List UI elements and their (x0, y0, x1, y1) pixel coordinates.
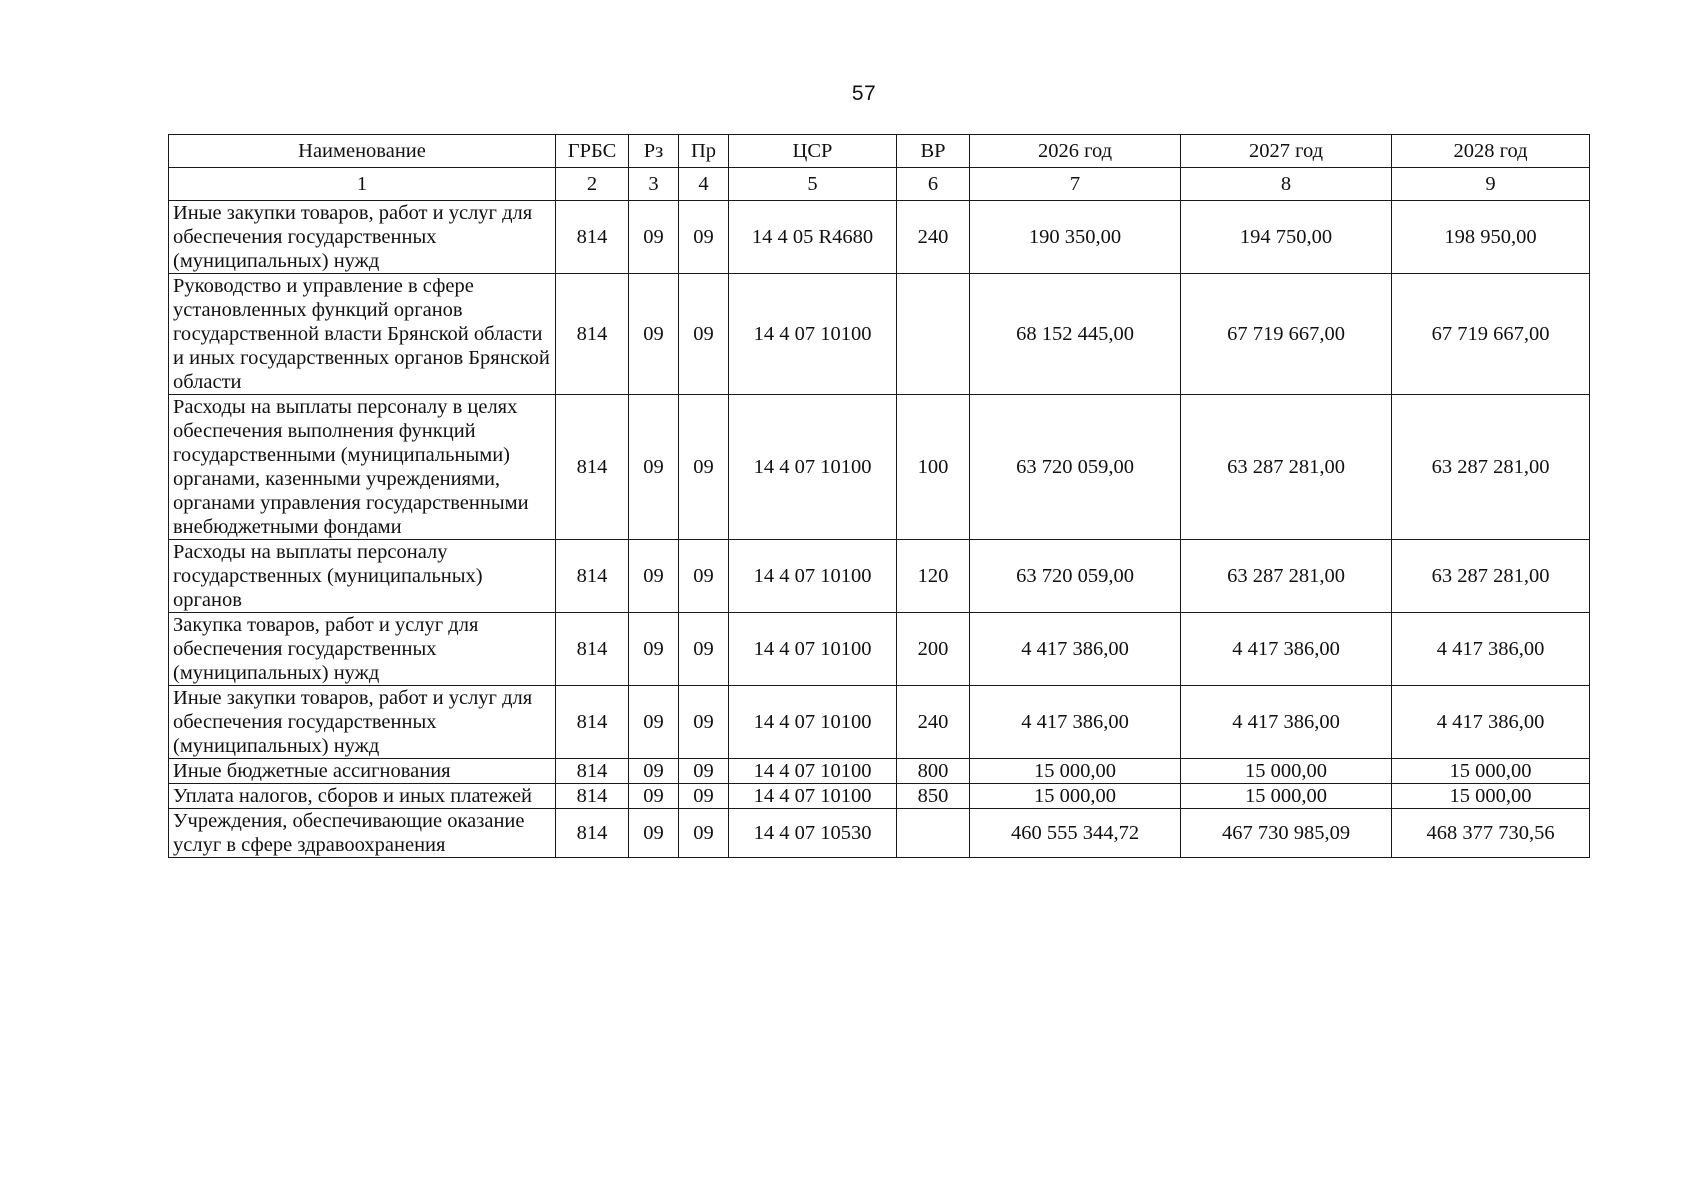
csr-cell: 14 4 07 10530 (729, 809, 897, 858)
table-row (169, 809, 1590, 858)
amount-2026: 15 000,00 (970, 759, 1181, 784)
grbs-cell: 814 (556, 395, 629, 540)
amount-2028: 63 287 281,00 (1392, 395, 1590, 540)
column-header: ВР (897, 135, 970, 168)
column-number: 1 (169, 168, 556, 201)
amount-2027: 63 287 281,00 (1181, 540, 1392, 613)
column-header: Рз (629, 135, 679, 168)
pr-cell: 09 (679, 201, 729, 274)
table-row (169, 274, 1590, 395)
rz-cell: 09 (629, 686, 679, 759)
vr-cell (897, 274, 970, 395)
row-name: Руководство и управление в сфере установленных функций органов государственной власти Брянской области и иных государственных органов Брянской области (169, 274, 556, 395)
page-number: 57 (851, 82, 877, 105)
amount-2027: 4 417 386,00 (1181, 686, 1392, 759)
pr-cell: 09 (679, 784, 729, 809)
vr-cell: 240 (897, 686, 970, 759)
column-header: ЦСР (729, 135, 897, 168)
column-header: ГРБС (556, 135, 629, 168)
table-body (169, 201, 1590, 858)
amount-2026: 4 417 386,00 (970, 613, 1181, 686)
amount-2026: 460 555 344,72 (970, 809, 1181, 858)
row-name: Иные закупки товаров, работ и услуг для обеспечения государственных (муниципальных) нужд (169, 201, 556, 274)
amount-2026: 68 152 445,00 (970, 274, 1181, 395)
amount-2028: 468 377 730,56 (1392, 809, 1590, 858)
column-header: 2027 год (1181, 135, 1392, 168)
pr-cell: 09 (679, 759, 729, 784)
vr-cell (897, 809, 970, 858)
csr-cell: 14 4 07 10100 (729, 274, 897, 395)
vr-cell: 100 (897, 395, 970, 540)
csr-cell: 14 4 07 10100 (729, 540, 897, 613)
row-name: Иные бюджетные ассигнования (169, 759, 556, 784)
table-row (169, 784, 1590, 809)
column-number-row (169, 168, 1590, 201)
pr-cell: 09 (679, 809, 729, 858)
column-number: 3 (629, 168, 679, 201)
vr-cell: 800 (897, 759, 970, 784)
amount-2027: 194 750,00 (1181, 201, 1392, 274)
amount-2026: 190 350,00 (970, 201, 1181, 274)
amount-2027: 15 000,00 (1181, 784, 1392, 809)
table-row (169, 395, 1590, 540)
rz-cell: 09 (629, 540, 679, 613)
vr-cell: 120 (897, 540, 970, 613)
column-number: 5 (729, 168, 897, 201)
csr-cell: 14 4 07 10100 (729, 686, 897, 759)
amount-2028: 67 719 667,00 (1392, 274, 1590, 395)
rz-cell: 09 (629, 784, 679, 809)
amount-2028: 15 000,00 (1392, 759, 1590, 784)
pr-cell: 09 (679, 686, 729, 759)
table-row (169, 613, 1590, 686)
amount-2028: 63 287 281,00 (1392, 540, 1590, 613)
budget-table (168, 134, 1590, 858)
amount-2027: 467 730 985,09 (1181, 809, 1392, 858)
amount-2026: 4 417 386,00 (970, 686, 1181, 759)
column-number: 2 (556, 168, 629, 201)
header-row (169, 135, 1590, 168)
column-number: 7 (970, 168, 1181, 201)
amount-2026: 63 720 059,00 (970, 395, 1181, 540)
table-row (169, 759, 1590, 784)
column-header: 2028 год (1392, 135, 1590, 168)
column-header: Наименование (169, 135, 556, 168)
grbs-cell: 814 (556, 613, 629, 686)
grbs-cell: 814 (556, 274, 629, 395)
rz-cell: 09 (629, 274, 679, 395)
grbs-cell: 814 (556, 201, 629, 274)
amount-2027: 4 417 386,00 (1181, 613, 1392, 686)
column-number: 6 (897, 168, 970, 201)
row-name: Расходы на выплаты персоналу в целях обеспечения выполнения функций государственными (муниципальными) органами, казенными учреждениями, органами управления государственными внебюджетными фондами (169, 395, 556, 540)
row-name: Расходы на выплаты персоналу государственных (муниципальных) органов (169, 540, 556, 613)
pr-cell: 09 (679, 274, 729, 395)
table-row (169, 201, 1590, 274)
row-name: Закупка товаров, работ и услуг для обеспечения государственных (муниципальных) нужд (169, 613, 556, 686)
grbs-cell: 814 (556, 540, 629, 613)
vr-cell: 850 (897, 784, 970, 809)
column-header: 2026 год (970, 135, 1181, 168)
table-row (169, 686, 1590, 759)
row-name: Учреждения, обеспечивающие оказание услуг в сфере здравоохранения (169, 809, 556, 858)
amount-2027: 67 719 667,00 (1181, 274, 1392, 395)
grbs-cell: 814 (556, 759, 629, 784)
column-header: Пр (679, 135, 729, 168)
amount-2028: 4 417 386,00 (1392, 686, 1590, 759)
pr-cell: 09 (679, 540, 729, 613)
rz-cell: 09 (629, 201, 679, 274)
rz-cell: 09 (629, 613, 679, 686)
row-name: Уплата налогов, сборов и иных платежей (169, 784, 556, 809)
vr-cell: 200 (897, 613, 970, 686)
column-number: 8 (1181, 168, 1392, 201)
grbs-cell: 814 (556, 809, 629, 858)
csr-cell: 14 4 07 10100 (729, 395, 897, 540)
csr-cell: 14 4 07 10100 (729, 784, 897, 809)
amount-2028: 15 000,00 (1392, 784, 1590, 809)
row-name: Иные закупки товаров, работ и услуг для обеспечения государственных (муниципальных) нужд (169, 686, 556, 759)
amount-2027: 15 000,00 (1181, 759, 1392, 784)
csr-cell: 14 4 07 10100 (729, 759, 897, 784)
amount-2028: 4 417 386,00 (1392, 613, 1590, 686)
pr-cell: 09 (679, 395, 729, 540)
amount-2026: 63 720 059,00 (970, 540, 1181, 613)
rz-cell: 09 (629, 759, 679, 784)
column-number: 9 (1392, 168, 1590, 201)
amount-2028: 198 950,00 (1392, 201, 1590, 274)
grbs-cell: 814 (556, 686, 629, 759)
vr-cell: 240 (897, 201, 970, 274)
grbs-cell: 814 (556, 784, 629, 809)
pr-cell: 09 (679, 613, 729, 686)
csr-cell: 14 4 07 10100 (729, 613, 897, 686)
column-number: 4 (679, 168, 729, 201)
table-row (169, 540, 1590, 613)
amount-2026: 15 000,00 (970, 784, 1181, 809)
rz-cell: 09 (629, 395, 679, 540)
rz-cell: 09 (629, 809, 679, 858)
csr-cell: 14 4 05 R4680 (729, 201, 897, 274)
amount-2027: 63 287 281,00 (1181, 395, 1392, 540)
